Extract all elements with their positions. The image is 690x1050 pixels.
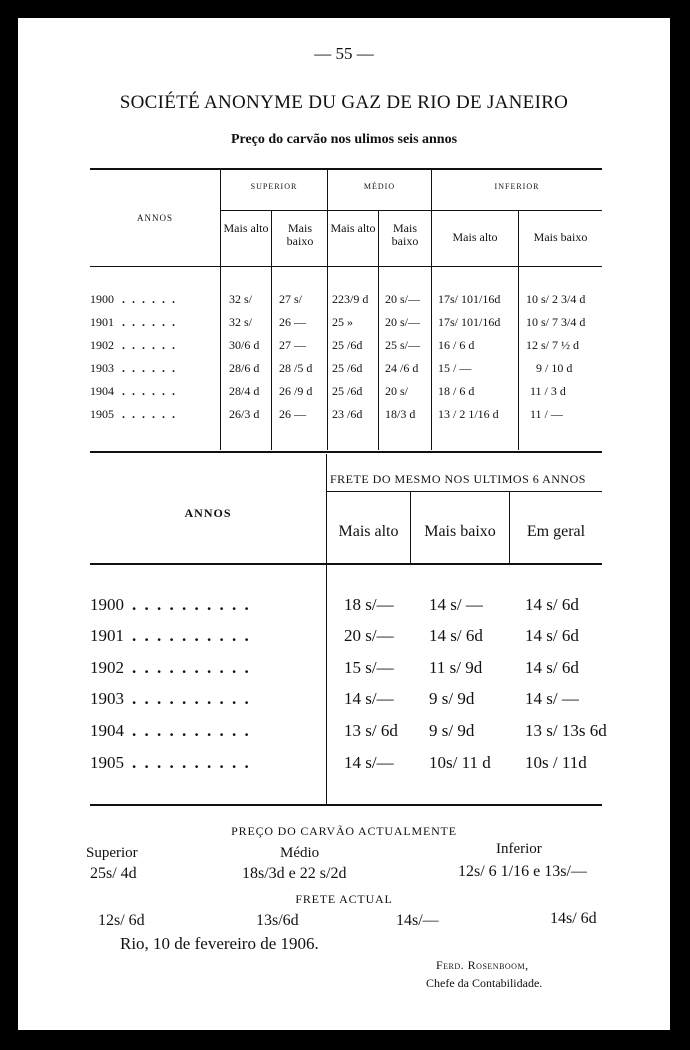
frete-value: 13s/6d — [256, 912, 299, 929]
actual-price-title: PREÇO DO CARVÃO ACTUALMENTE — [231, 824, 457, 838]
cell: 10s / 11d — [525, 753, 587, 772]
value-superior: 25s/ 4d — [90, 865, 137, 882]
value-medio: 18s/3d e 22 s/2d — [242, 865, 347, 882]
signature-name: Ferd. Rosenboom, — [436, 958, 529, 972]
cell: 20 s/— — [385, 292, 421, 306]
rule — [327, 491, 602, 492]
table-row — [18, 595, 670, 627]
cell: 18 s/— — [344, 595, 394, 614]
table-row — [18, 658, 670, 690]
table-row — [18, 338, 670, 360]
annos-header: ANNOS — [184, 506, 232, 520]
frete-value: 14s/ 6d — [550, 910, 597, 927]
subheader: Mais alto — [330, 221, 376, 235]
leader-dots: . . . . . . — [122, 315, 177, 329]
cell: 20 s/— — [344, 626, 394, 645]
year: 1900 — [90, 595, 124, 614]
date-line: Rio, 10 de fevereiro de 1906. — [120, 934, 319, 953]
label-inferior: Inferior — [496, 841, 542, 857]
rule — [90, 451, 602, 453]
table-row — [18, 315, 670, 337]
table-row — [18, 626, 670, 658]
cell: 28/4 d — [229, 384, 260, 398]
subheader: Mais alto — [452, 230, 498, 244]
subheader: Mais baixo — [533, 230, 588, 244]
cell: 11 / 3 d — [530, 384, 566, 398]
cell: 12 s/ 7 ½ d — [526, 338, 580, 352]
cell: 9 s/ 9d — [429, 721, 475, 740]
cell: 25 » — [332, 315, 353, 329]
cell: 24 /6 d — [385, 361, 419, 375]
leader-dots: . . . . . . — [122, 361, 177, 375]
year: 1905 — [90, 407, 114, 421]
leader-dots: . . . . . . — [122, 338, 177, 352]
subheader: Mais baixo — [391, 221, 419, 248]
cell: 25 s/— — [385, 338, 421, 352]
year: 1904 — [90, 721, 124, 740]
cell: 26 — — [279, 407, 306, 421]
cell: 20 s/— — [385, 315, 421, 329]
cell: 28/6 d — [229, 361, 260, 375]
group-header-medio: MÉDIO — [363, 182, 396, 191]
frete-actual-title: FRETE ACTUAL — [295, 892, 393, 906]
cell: 14 s/ 6d — [525, 595, 579, 614]
rule — [221, 210, 602, 211]
leader-dots: . . . . . . — [122, 407, 177, 421]
value-inferior: 12s/ 6 1/16 e 13s/— — [458, 863, 587, 880]
year: 1901 — [90, 626, 124, 645]
cell: 9 s/ 9d — [429, 689, 475, 708]
table-row — [18, 721, 670, 753]
table-row — [18, 689, 670, 721]
cell: 32 s/ — [229, 315, 253, 329]
cell: 223/9 d — [332, 292, 369, 306]
rule — [90, 168, 602, 170]
leader-dots: . . . . . . . . . . — [132, 689, 251, 708]
year: 1903 — [90, 361, 114, 375]
cell: 26 — — [279, 315, 306, 329]
cell: 14 s/ — — [525, 689, 579, 708]
subheader: Em geral — [526, 523, 586, 540]
annos-header: ANNOS — [136, 213, 173, 223]
leader-dots: . . . . . . — [122, 292, 177, 306]
cell: 23 /6d — [332, 407, 363, 421]
cell: 11 s/ 9d — [429, 658, 483, 677]
table-row — [18, 292, 670, 314]
cell: 14 s/ 6d — [525, 626, 579, 645]
cell: 27 — — [279, 338, 306, 352]
cell: 14 s/— — [344, 753, 394, 772]
cell: 14 s/ 6d — [429, 626, 483, 645]
subheader: Mais baixo — [424, 523, 496, 540]
leader-dots: . . . . . . . . . . — [132, 753, 251, 772]
cell: 15 s/— — [344, 658, 394, 677]
cell: 15 / — — [438, 361, 472, 375]
leader-dots: . . . . . . . . . . — [132, 658, 251, 677]
cell: 25 /6d — [332, 361, 363, 375]
document-page — [18, 18, 670, 1030]
signature-title: Chefe da Contabilidade. — [426, 976, 543, 990]
cell: 10s/ 11 d — [429, 753, 491, 772]
table-row — [18, 407, 670, 429]
cell: 13 s/ 6d — [344, 721, 398, 740]
year: 1901 — [90, 315, 114, 329]
cell: 11 / — — [530, 407, 563, 421]
year: 1905 — [90, 753, 124, 772]
frete-value: 12s/ 6d — [98, 912, 145, 929]
freight-title: FRETE DO MESMO NOS ULTIMOS 6 ANNOS — [330, 472, 586, 486]
cell: 14 s/ 6d — [525, 658, 579, 677]
cell: 28 /5 d — [279, 361, 313, 375]
year: 1900 — [90, 292, 114, 306]
table-row — [18, 361, 670, 383]
cell: 32 s/ — [229, 292, 253, 306]
cell: 25 /6d — [332, 384, 363, 398]
cell: 13 s/ 13s 6d — [525, 721, 607, 740]
cell: 13 / 2 1/16 d — [438, 407, 499, 421]
cell: 20 s/ — [385, 384, 409, 398]
leader-dots: . . . . . . . . . . — [132, 721, 251, 740]
cell: 30/6 d — [229, 338, 260, 352]
subheader: Mais alto — [338, 523, 399, 540]
cell: 10 s/ 2 3/4 d — [526, 292, 586, 306]
cell: 14 s/— — [344, 689, 394, 708]
cell: 14 s/ — — [429, 595, 483, 614]
cell: 26/3 d — [229, 407, 260, 421]
leader-dots: . . . . . . . . . . — [132, 595, 251, 614]
group-header-superior: SUPERIOR — [250, 182, 298, 191]
cell: 18/3 d — [385, 407, 416, 421]
leader-dots: . . . . . . — [122, 384, 177, 398]
cell: 16 / 6 d — [438, 338, 475, 352]
cell: 9 / 10 d — [536, 361, 573, 375]
rule — [90, 266, 602, 267]
subtitle: Preço do carvão nos ulimos seis annos — [230, 132, 458, 147]
year: 1902 — [90, 338, 114, 352]
subheader: Mais baixo — [286, 221, 314, 248]
leader-dots: . . . . . . . . . . — [132, 626, 251, 645]
table-row — [18, 384, 670, 406]
cell: 27 s/ — [279, 292, 303, 306]
cell: 18 / 6 d — [438, 384, 475, 398]
rule — [90, 563, 602, 565]
year: 1904 — [90, 384, 114, 398]
frete-value: 14s/— — [396, 912, 439, 929]
label-medio: Médio — [280, 845, 320, 861]
cell: 17s/ 101/16d — [438, 315, 501, 329]
page-number: — 55 — — [314, 44, 374, 63]
year: 1902 — [90, 658, 124, 677]
table-row — [18, 753, 670, 785]
subheader: Mais alto — [223, 221, 269, 235]
rule — [90, 804, 602, 806]
cell: 25 /6d — [332, 338, 363, 352]
cell: 17s/ 101/16d — [438, 292, 501, 306]
cell: 10 s/ 7 3/4 d — [526, 315, 586, 329]
label-superior: Superior — [86, 845, 138, 861]
cell: 26 /9 d — [279, 384, 313, 398]
year: 1903 — [90, 689, 124, 708]
group-header-inferior: INFERIOR — [494, 182, 540, 191]
company-title: SOCIÉTÉ ANONYME DU GAZ DE RIO DE JANEIRO — [119, 92, 569, 113]
